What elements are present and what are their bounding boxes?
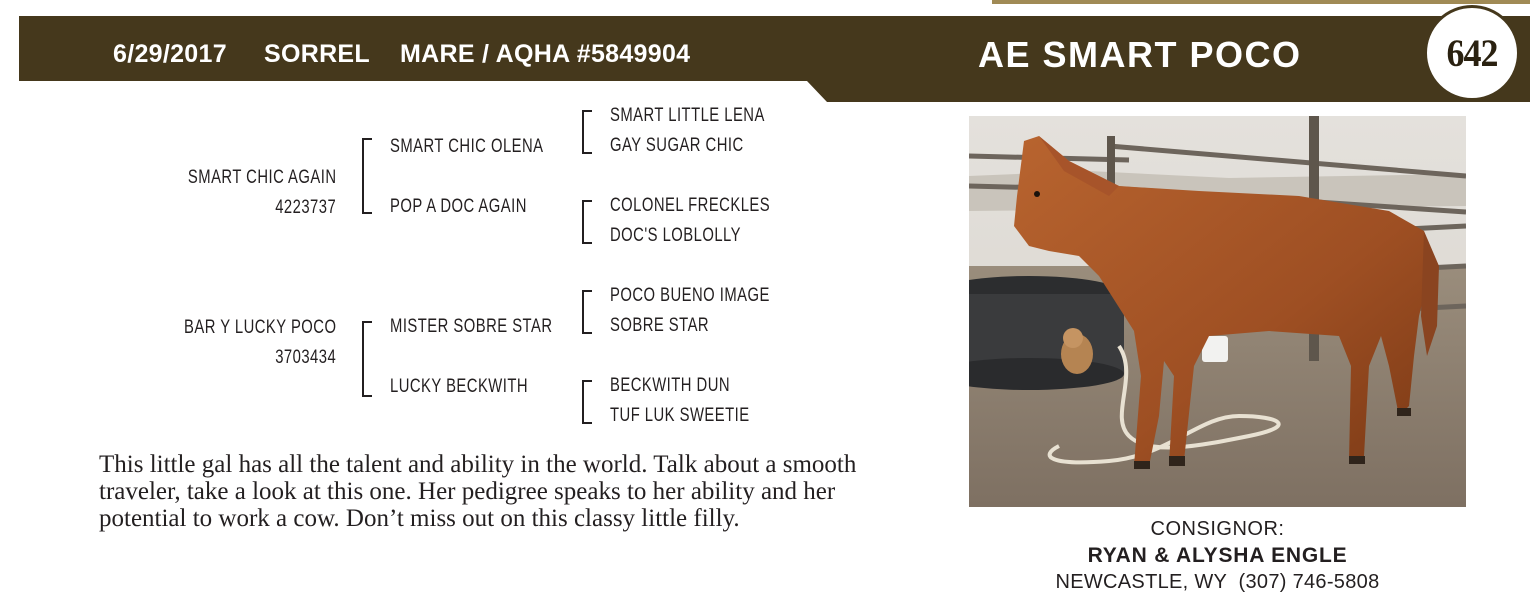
consignor-name: RYAN & ALYSHA ENGLE [1087,544,1348,567]
description-line: This little gal has all the talent and ability in the world. Talk about a smooth [99,451,857,478]
ss-sire: SMART LITTLE LENA [610,105,765,126]
dd-sire: BECKWITH DUN [610,375,731,396]
lot-number: 642 [1446,31,1498,75]
dd-dam: TUF LUK SWEETIE [610,405,750,426]
lot-number-badge [1424,5,1520,101]
ss-dam: GAY SUGAR CHIC [610,135,744,156]
dam-name: BAR Y LUCKY POCO [183,317,336,338]
dam-dam: LUCKY BECKWITH [390,376,529,397]
description-line: potential to work a cow. Don’t miss out on this classy little filly. [99,505,740,532]
description-line: traveler, take a look at this one. Her pedigree speaks to her ability and her [99,478,836,505]
ss-bracket [582,110,592,154]
horse-name: AE SMART POCO [978,34,1302,75]
sex-registry: MARE / AQHA #5849904 [400,40,691,68]
horse-photo [969,116,1466,507]
top-gold-rule [992,0,1530,4]
header-band [19,16,1530,102]
dam-registration: 3703434 [275,347,336,368]
ds-sire: POCO BUENO IMAGE [610,285,770,306]
dd-bracket [582,380,592,424]
sd-bracket [582,200,592,244]
foal-date: 6/29/2017 [113,40,227,68]
dam-sire: MISTER SOBRE STAR [390,316,553,337]
dam-bracket [362,321,372,397]
ds-bracket [582,290,592,334]
horse-description [99,451,949,532]
sd-sire: COLONEL FRECKLES [610,195,771,216]
consignor-location-phone: NEWCASTLE, WY (307) 746-5808 [1055,571,1380,593]
sire-bracket [362,138,372,214]
sire-name: SMART CHIC AGAIN [187,167,336,188]
consignor-label: CONSIGNOR: [1150,518,1285,540]
ds-dam: SOBRE STAR [610,315,710,336]
sd-dam: DOC'S LOBLOLLY [610,225,742,246]
sire-registration: 4223737 [275,197,336,218]
sire-sire: SMART CHIC OLENA [390,136,544,157]
sire-dam: POP A DOC AGAIN [390,196,527,217]
horse-color: SORREL [264,40,370,68]
